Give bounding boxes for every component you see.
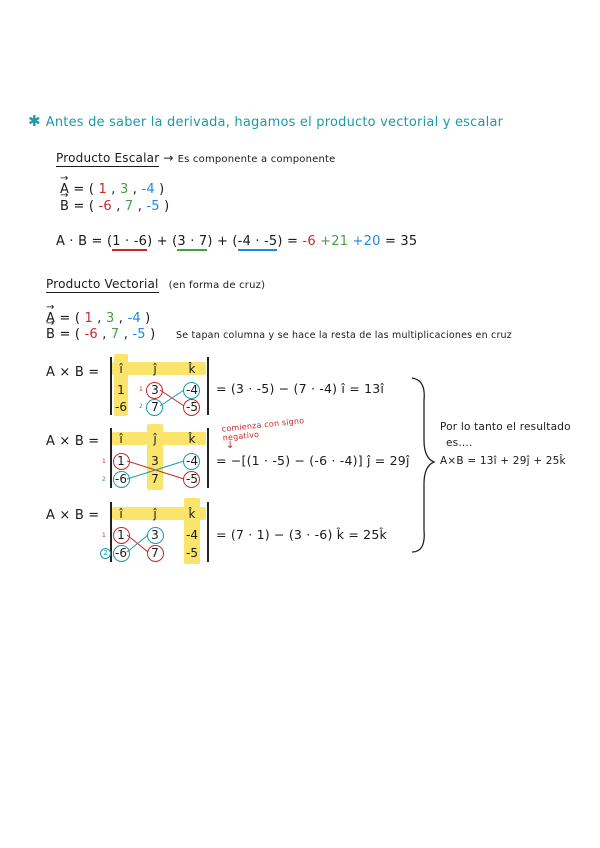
dot-product-line: A · B = (1 · -6) + (3 · 7) + (-4 · -5) = -6 +21 +20 = 35 bbox=[56, 234, 418, 249]
dot-result-1: -6 bbox=[302, 234, 316, 249]
mark-2: 2 bbox=[139, 403, 143, 410]
vector-b-line: → B = ( -6 , 7 , -5 ) bbox=[60, 199, 169, 214]
unit-i: î bbox=[119, 507, 123, 521]
m3-a3: -4 bbox=[186, 528, 198, 542]
mark-1: 1 bbox=[102, 532, 106, 539]
m2-a2: 3 bbox=[151, 454, 159, 468]
m3-a1: 1 bbox=[117, 528, 125, 542]
cross-b-label: → B bbox=[46, 327, 55, 342]
dot-result-2: +21 bbox=[320, 234, 349, 249]
vector-b-label: → B bbox=[60, 199, 69, 214]
unit-j: ĵ bbox=[153, 362, 157, 376]
vector-a-line: → A = ( 1 , 3 , -4 ) bbox=[60, 182, 164, 197]
conclusion-line-2: es.... bbox=[446, 437, 473, 449]
right-brace bbox=[412, 378, 434, 552]
cross-b-z: -5 bbox=[132, 327, 146, 342]
matrix-k-lhs: A × B = bbox=[46, 508, 100, 523]
m3-b2: 7 bbox=[151, 546, 159, 560]
dot-term-3: -4 · -5 bbox=[237, 234, 278, 249]
arrow-down-icon: ↓ bbox=[226, 440, 235, 451]
conclusion-line-1: Por lo tanto el resultado bbox=[440, 421, 571, 433]
arrow-right-icon: → bbox=[163, 151, 178, 165]
eq-k: = (7 · 1) − (3 · -6) k̂ = 25k̂ bbox=[216, 527, 387, 542]
vector-a-label: → A bbox=[60, 182, 69, 197]
dot-term-2: 3 · 7 bbox=[177, 234, 208, 249]
m3-a2: 3 bbox=[151, 528, 159, 542]
asterisk-icon: ✱ bbox=[28, 112, 46, 130]
dot-description: Es componente a componente bbox=[177, 154, 336, 165]
matrix-j-lhs: A × B = bbox=[46, 434, 100, 449]
m1-b1: -6 bbox=[115, 400, 127, 414]
unit-i: î bbox=[119, 362, 123, 376]
b-x: -6 bbox=[98, 199, 112, 214]
cross-vector-b: → B = ( -6 , 7 , -5 ) bbox=[46, 327, 155, 342]
a-y: 3 bbox=[119, 182, 129, 197]
unit-j: ĵ bbox=[153, 432, 157, 446]
a-z: -4 bbox=[141, 182, 155, 197]
dot-title: Producto Escalar bbox=[56, 151, 160, 165]
intro-text: Antes de saber la derivada, hagamos el producto vectorial y escalar bbox=[45, 115, 504, 130]
m3-b3: -5 bbox=[186, 546, 198, 560]
sign-note: comienza con signo negativo bbox=[221, 416, 305, 443]
m3-b1: -6 bbox=[115, 546, 127, 560]
mark-2: 2 bbox=[100, 548, 111, 559]
m1-b3: -5 bbox=[186, 400, 198, 414]
m2-b1: -6 bbox=[115, 472, 127, 486]
dot-result-3: +20 bbox=[352, 234, 381, 249]
cross-a-label: → A bbox=[46, 311, 55, 326]
dot-term-1: 1 · -6 bbox=[112, 234, 148, 249]
unit-i: î bbox=[119, 432, 123, 446]
unit-k: k̂ bbox=[188, 362, 196, 376]
a-x: 1 bbox=[98, 182, 107, 197]
mark-1: 1 bbox=[102, 458, 106, 465]
mark-2: 2 bbox=[102, 476, 106, 483]
cross-a-x: 1 bbox=[84, 311, 93, 326]
cross-note: Se tapan columna y se hace la resta de las multiplicaciones en cruz bbox=[176, 330, 512, 341]
cross-subtitle: (en forma de cruz) bbox=[168, 280, 266, 291]
m2-b3: -5 bbox=[186, 472, 198, 486]
dot-total: = 35 bbox=[384, 234, 418, 249]
unit-k: k̂ bbox=[188, 432, 196, 446]
cross-b-y: 7 bbox=[110, 327, 120, 342]
b-z: -5 bbox=[146, 199, 160, 214]
conclusion-result: A×B = 13î + 29ĵ + 25k̂ bbox=[440, 455, 566, 467]
m2-a3: -4 bbox=[186, 454, 198, 468]
matrix-i-lhs: A × B = bbox=[46, 365, 100, 380]
unit-k: k̂ bbox=[188, 507, 196, 521]
cross-a-z: -4 bbox=[127, 311, 141, 326]
unit-j: ĵ bbox=[153, 507, 157, 521]
cross-b-x: -6 bbox=[84, 327, 98, 342]
m1-a3: -4 bbox=[186, 383, 198, 397]
eq-j: = −[(1 · -5) − (-6 · -4)] ĵ = 29ĵ bbox=[216, 453, 410, 468]
m1-a1: 1 bbox=[117, 383, 125, 397]
eq-i: = (3 · -5) − (7 · -4) î = 13î bbox=[216, 381, 385, 396]
m2-a1: 1 bbox=[117, 454, 125, 468]
cross-vector-a: → A = ( 1 , 3 , -4 ) bbox=[46, 311, 150, 326]
b-y: 7 bbox=[124, 199, 134, 214]
m1-b2: 7 bbox=[151, 400, 159, 414]
mark-1: 1 bbox=[139, 386, 143, 393]
dot-lhs: A · B = bbox=[56, 234, 103, 249]
m1-a2: 3 bbox=[151, 383, 159, 397]
cross-a-y: 3 bbox=[105, 311, 115, 326]
cross-title: Producto Vectorial bbox=[46, 277, 159, 291]
m2-b2: 7 bbox=[151, 472, 159, 486]
